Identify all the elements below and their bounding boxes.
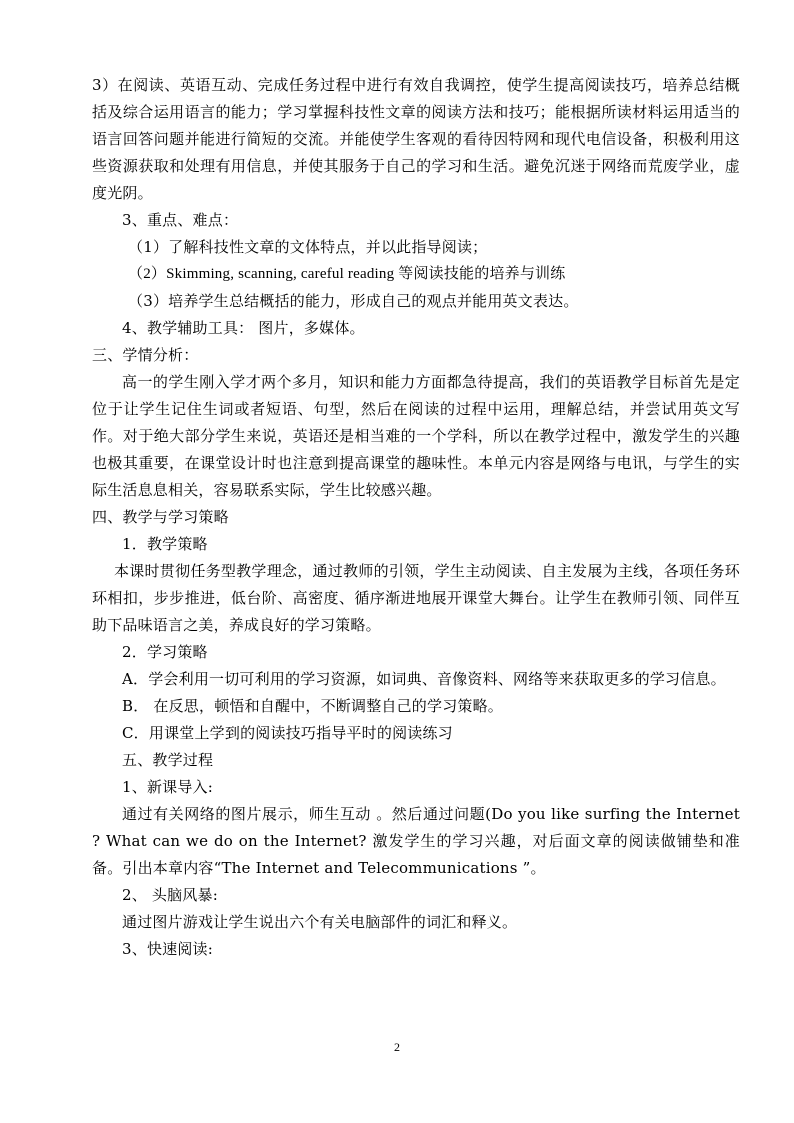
heading-teaching-strategy: 1．教学策略: [122, 535, 208, 553]
paragraph-teaching-strategy: 本课时贯彻任务型教学理念，通过教师的引领，学生主动阅读、自主发展为主线，各项任务环环相扣，步步推进，低台阶、高密度、循序渐进地展开课堂大舞台。让学生在教师引领、同伴互助下品味语言之美，养成良好的学习策略。: [92, 562, 740, 634]
list-item-strategy-c: C．用课堂上学到的阅读技巧指导平时的阅读练习: [122, 724, 453, 742]
heading-brainstorm: 2、 头脑风暴:: [122, 886, 218, 904]
document-body: [92, 72, 740, 963]
list-item-strategy-b: B． 在反思，顿悟和自醒中，不断调整自己的学习策略。: [122, 697, 503, 715]
paragraph-objective-3: 3）在阅读、英语互动、完成任务过程中进行有效自我调控，使学生提高阅读技巧，培养总结概括及综合运用语言的能力；学习掌握科技性文章的阅读方法和技巧；能根据所读材料运用适当的语言回答问题并能进行简短的交流。并能使学生客观的看待因特网和现代电信设备，积极利用这些资源获取和处理有用信息，并使其服务于自己的学习和生活。避免沉迷于网络而荒废学业，虚度光阴。: [92, 76, 740, 202]
section-heading-learner-analysis: 三、学情分析：: [92, 346, 199, 364]
heading-teaching-aids: 4、教学辅助工具： 图片，多媒体。: [122, 319, 365, 337]
list-item-key-point-1: （1）了解科技性文章的文体特点，并以此指导阅读；: [128, 238, 488, 256]
list-item-key-point-2: （2）Skimming, scanning, careful reading 等阅读技能的培养与训练: [128, 266, 566, 282]
heading-lead-in: 1、新课导入:: [122, 778, 213, 796]
section-heading-process: 五、教学过程: [122, 751, 214, 769]
paragraph-brainstorm: 通过图片游戏让学生说出六个有关电脑部件的词汇和释义。: [122, 913, 518, 931]
page-number: 2: [394, 1040, 400, 1054]
list-item-strategy-a: A．学会利用一切可利用的学习资源，如词典、音像资料、网络等来获取更多的学习信息。: [122, 670, 726, 688]
paragraph-learner-analysis: 高一的学生刚入学才两个多月，知识和能力方面都急待提高，我们的英语教学目标首先是定位于让学生记住生词或者短语、句型，然后在阅读的过程中运用，理解总结，并尝试用英文写作。对于绝大部分学生来说，英语还是相当难的一个学科，所以在教学过程中，激发学生的兴趣也极其重要，在课堂设计时也注意到提高课堂的趣味性。本单元内容是网络与电讯，与学生的实际生活息息相关，容易联系实际，学生比较感兴趣。: [92, 373, 740, 499]
heading-learning-strategy: 2．学习策略: [122, 643, 208, 661]
section-heading-strategies: 四、教学与学习策略: [92, 508, 229, 526]
heading-key-points: 3、重点、难点：: [122, 211, 239, 229]
heading-fast-reading: 3、快速阅读:: [122, 940, 213, 958]
paragraph-lead-in: 通过有关网络的图片展示，师生互动 。然后通过问题(Do you like surfing the Internet ? What can we do on the Internet? 激发学生的学习兴趣，对后面文章的阅读做铺垫和准备。引出本章内容“The Internet and Telecommunications ”。: [92, 805, 740, 877]
list-item-key-point-3: （3）培养学生总结概括的能力，形成自己的观点并能用英文表达。: [128, 292, 579, 310]
